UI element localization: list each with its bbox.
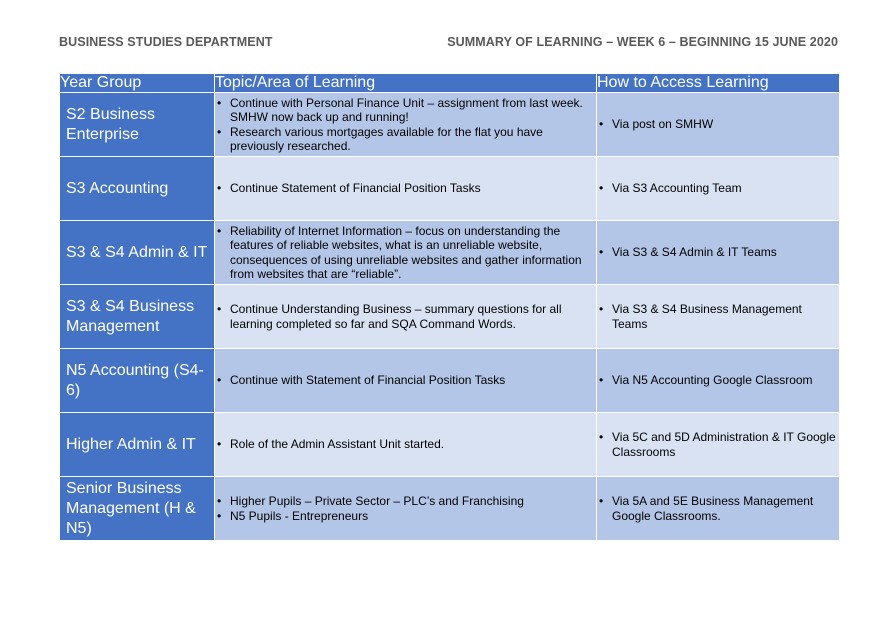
access-list — [597, 494, 839, 523]
access-list — [597, 181, 839, 196]
access-cell — [597, 477, 840, 541]
access-list — [597, 117, 839, 132]
list-item: • Via 5C and 5D Administration & IT Google Classrooms — [597, 430, 839, 459]
year-group-cell: Senior Business Management (H & N5) — [60, 477, 215, 541]
access-cell — [597, 93, 840, 157]
list-item: • Higher Pupils – Private Sector – PLC’s and Franchising — [215, 494, 596, 509]
department-heading: BUSINESS STUDIES DEPARTMENT — [59, 35, 273, 49]
topic-cell — [215, 221, 597, 285]
access-list — [597, 373, 839, 388]
year-group-cell: S3 & S4 Admin & IT — [60, 221, 215, 285]
list-item: • Continue Statement of Financial Position Tasks — [215, 181, 596, 196]
list-item: • Via S3 & S4 Business Management Teams — [597, 302, 839, 331]
access-cell — [597, 157, 840, 221]
topic-list — [215, 96, 596, 154]
column-header-topic: Topic/Area of Learning — [215, 74, 597, 93]
list-item: • Research various mortgages available for the flat you have previously researched. — [215, 125, 596, 154]
list-item: • Via N5 Accounting Google Classroom — [597, 373, 839, 388]
list-item: • Continue with Statement of Financial Position Tasks — [215, 373, 596, 388]
list-item: • Via post on SMHW — [597, 117, 839, 132]
table-header-row — [60, 74, 840, 93]
topic-cell — [215, 413, 597, 477]
list-item: • Via S3 & S4 Admin & IT Teams — [597, 245, 839, 260]
table-row — [60, 413, 840, 477]
topic-cell — [215, 477, 597, 541]
summary-heading: SUMMARY OF LEARNING – WEEK 6 – BEGINNING 15 JUNE 2020 — [447, 35, 838, 49]
list-item: • Continue Understanding Business – summary questions for all learning completed so far and SQA Command Words. — [215, 302, 596, 331]
topic-list — [215, 302, 596, 331]
access-list — [597, 430, 839, 459]
table-row — [60, 285, 840, 349]
table-row — [60, 349, 840, 413]
learning-summary-table — [59, 73, 840, 541]
list-item: • Role of the Admin Assistant Unit started. — [215, 437, 596, 452]
list-item: • N5 Pupils - Entrepreneurs — [215, 509, 596, 524]
topic-list — [215, 437, 596, 452]
topic-cell — [215, 157, 597, 221]
access-cell — [597, 413, 840, 477]
year-group-cell: S2 Business Enterprise — [60, 93, 215, 157]
access-cell — [597, 221, 840, 285]
year-group-cell: S3 & S4 Business Management — [60, 285, 215, 349]
list-item: • Via 5A and 5E Business Management Google Classrooms. — [597, 494, 839, 523]
list-item: • Via S3 Accounting Team — [597, 181, 839, 196]
column-header-access: How to Access Learning — [597, 74, 840, 93]
table-row — [60, 157, 840, 221]
topic-list — [215, 494, 596, 523]
topic-cell — [215, 349, 597, 413]
topic-list — [215, 224, 596, 282]
list-item: • Continue with Personal Finance Unit – assignment from last week. SMHW now back up and running! — [215, 96, 596, 125]
table-row — [60, 477, 840, 541]
access-cell — [597, 349, 840, 413]
list-item: • Reliability of Internet Information – focus on understanding the features of reliable websites, what is an unreliable website, consequences of using unreliable websites and gather information from websites that are “reliable”. — [215, 224, 596, 282]
topic-list — [215, 181, 596, 196]
table-row — [60, 221, 840, 285]
year-group-cell: Higher Admin & IT — [60, 413, 215, 477]
access-cell — [597, 285, 840, 349]
topic-cell — [215, 93, 597, 157]
column-header-year-group: Year Group — [60, 74, 215, 93]
topic-list — [215, 373, 596, 388]
year-group-cell: N5 Accounting (S4-6) — [60, 349, 215, 413]
topic-cell — [215, 285, 597, 349]
year-group-cell: S3 Accounting — [60, 157, 215, 221]
access-list — [597, 302, 839, 331]
table-row — [60, 93, 840, 157]
access-list — [597, 245, 839, 260]
